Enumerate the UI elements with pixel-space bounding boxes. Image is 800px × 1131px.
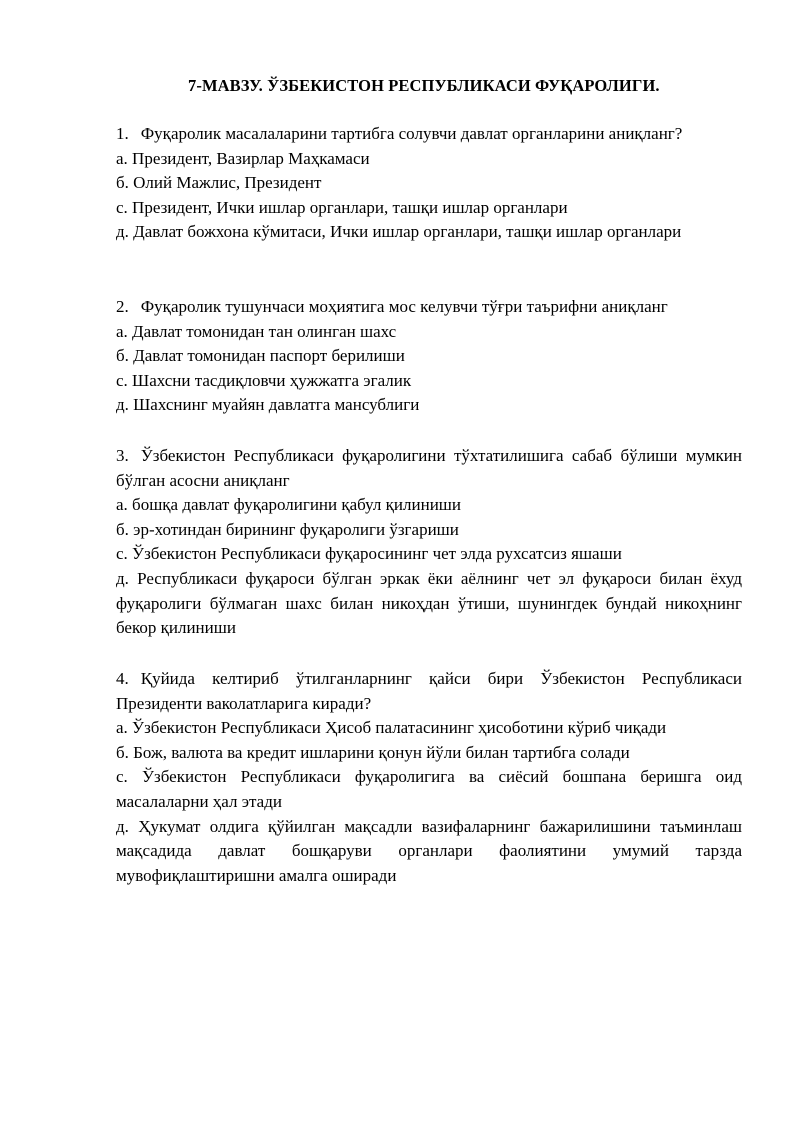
- option-d: д. Шахснинг муайян давлатга мансублиги: [116, 395, 420, 415]
- question-body: Фуқаролик масалаларини тартибга солувчи давлат органларини аниқланг?: [140, 124, 683, 143]
- option-c: с. Президент, Ички ишлар органлари, ташқи ишлар органлари: [116, 197, 568, 217]
- option-c: с. Шахсни тасдиқловчи ҳужжатга эгалик: [116, 370, 412, 390]
- option-c: с. Ўзбекистон Республикаси фуқаросининг чет элда рухсатсиз яшаши: [116, 544, 622, 564]
- question-1: [116, 122, 742, 245]
- question-text: [116, 295, 742, 320]
- question-text: [116, 667, 742, 716]
- question-body: Фуқаролик тушунчаси моҳиятига мос келувчи тўғри таърифни аниқланг: [140, 297, 668, 316]
- option-a: а. Президент, Вазирлар Маҳкамаси: [116, 148, 370, 168]
- question-body: Қуйида келтириб ўтилганларнинг қайси бири Ўзбекистон Республикаси Президенти ваколатларига киради?: [116, 669, 742, 713]
- question-text: [116, 122, 742, 147]
- question-body: Ўзбекистон Республикаси фуқаролигини тўхтатилишига сабаб бўлиши мумкин бўлган асосни аниқланг: [116, 446, 742, 490]
- page-title: 7-МАВЗУ. ЎЗБЕКИСТОН РЕСПУБЛИКАСИ ФУҚАРОЛИГИ.: [188, 76, 660, 95]
- option-a: а. бошқа давлат фуқаролигини қабул қилиниши: [116, 495, 461, 515]
- question-number: 4.: [116, 669, 129, 688]
- question-2: [116, 295, 742, 418]
- option-a: а. Давлат томонидан тан олинган шахс: [116, 321, 397, 341]
- option-d: д. Республикаси фуқароси бўлган эркак ёки аёлнинг чет эл фуқароси билан ёхуд фуқаролиги бўлмаган шахс билан никоҳдан ўтиши, шунингдек бундай никоҳнинг бекор қилиниши: [116, 568, 742, 638]
- option-b: б. эр-хотиндан бирининг фуқаролиги ўзгариши: [116, 519, 459, 539]
- question-number: 1.: [116, 124, 129, 143]
- question-text: [116, 444, 742, 493]
- option-b: б. Олий Мажлис, Президент: [116, 173, 322, 193]
- option-d: д. Ҳукумат олдига қўйилган мақсадли вазифаларнинг бажарилишини таъминлаш мақсадида давлат бошқаруви органлари фаолиятини умумий тарзда мувофиқлаштиришни амалга оширади: [116, 816, 742, 885]
- question-4: [116, 667, 742, 888]
- option-c: с. Ўзбекистон Республикаси фуқаролигига ва сиёсий бошпана беришга оид масалаларни ҳал этади: [116, 767, 742, 811]
- option-b: б. Бож, валюта ва кредит ишларини қонун йўли билан тартибга солади: [116, 742, 630, 762]
- option-b: б. Давлат томонидан паспорт берилиши: [116, 346, 405, 366]
- option-d: д. Давлат божхона кўмитаси, Ички ишлар органлари, ташқи ишлар органлари: [116, 222, 682, 242]
- question-number: 3.: [116, 446, 129, 465]
- question-number: 2.: [116, 297, 129, 316]
- question-3: [116, 444, 742, 641]
- option-a: а. Ўзбекистон Республикаси Ҳисоб палатасининг ҳисоботини кўриб чиқади: [116, 718, 667, 738]
